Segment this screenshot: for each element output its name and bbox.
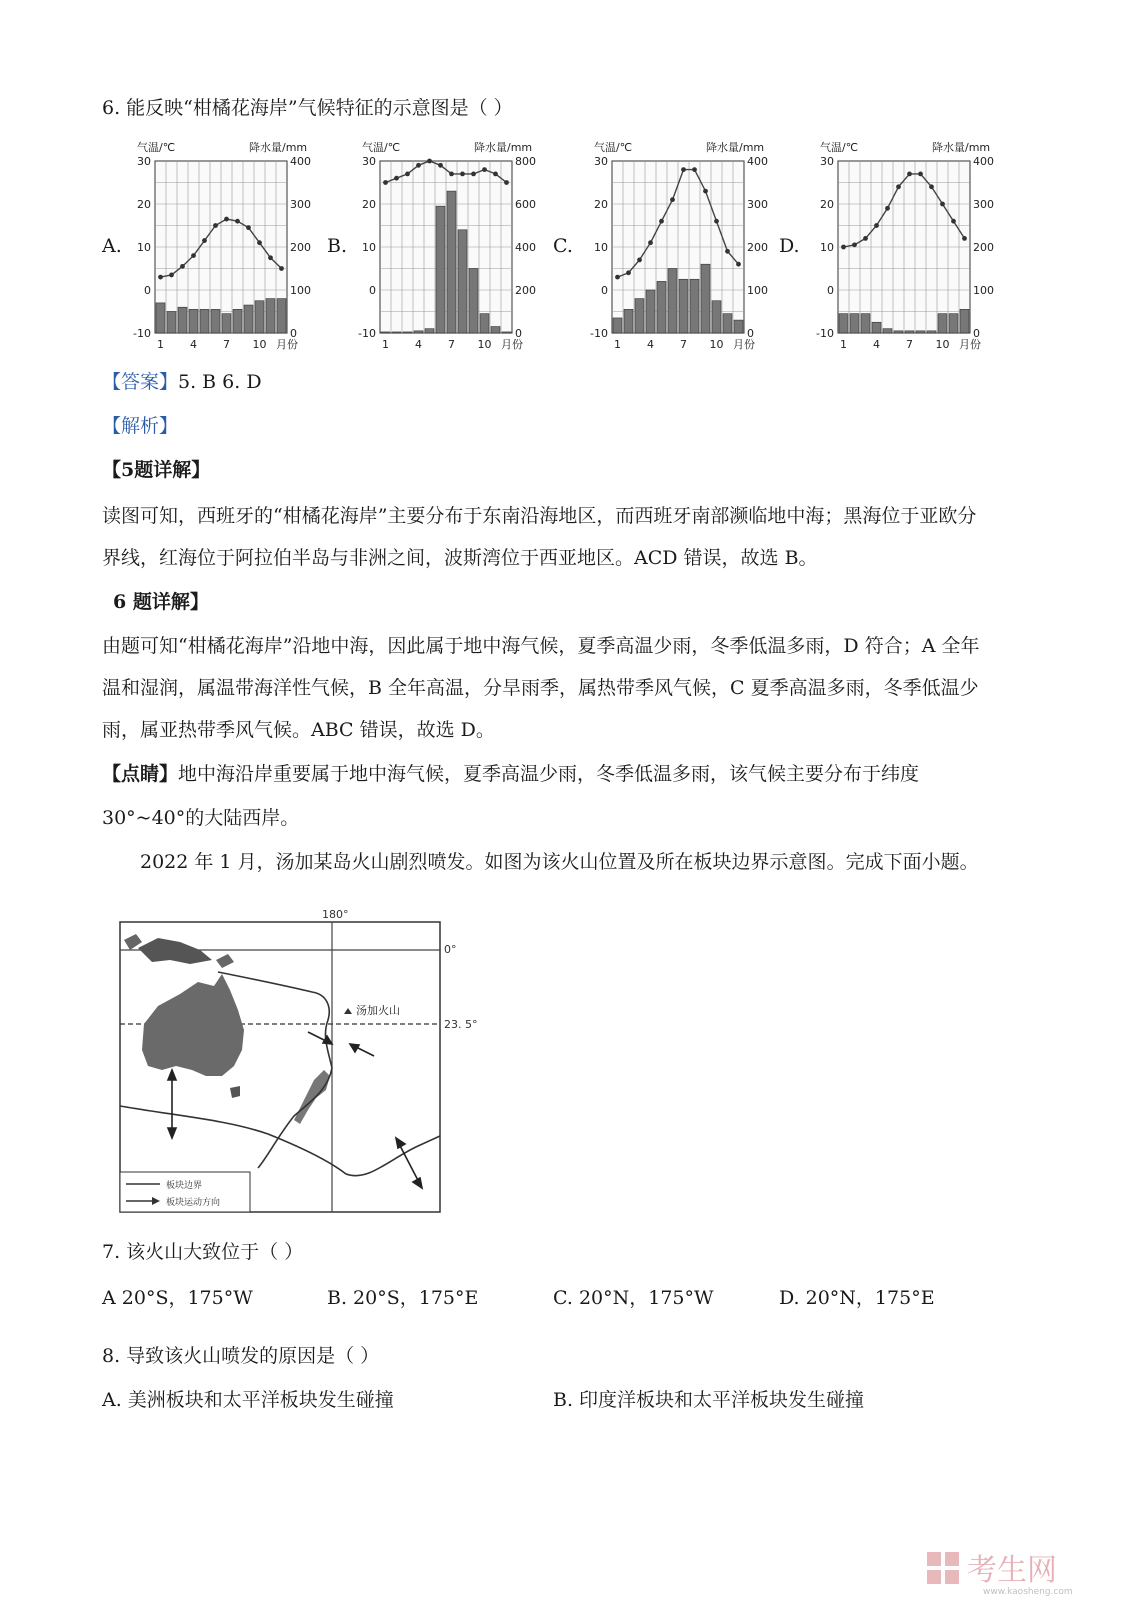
temp-tick-label: 30 [362,155,376,168]
temperature-point [383,180,388,185]
temperature-point [405,172,410,177]
precip-bar [425,329,434,333]
temp-axis-label: 气温/℃ [362,141,401,154]
month-tick-label: 7 [680,338,687,351]
precip-bar [916,331,925,333]
temperature-point [482,167,487,172]
month-axis-unit: 月份 [501,338,523,351]
watermark-sub: www.kaosheng.com [983,1587,1073,1597]
precip-bar [635,299,644,333]
temp-tick-label: 20 [594,198,608,211]
precip-tick-label: 600 [515,198,536,211]
temperature-point [929,184,934,189]
precip-bar [646,290,655,333]
precip-bar [381,332,390,333]
temperature-point [471,172,476,177]
watermark-logo-icon [927,1552,959,1584]
legend-motion-label: 板块运动方向 [166,1198,221,1208]
temp-tick-label: 30 [820,155,834,168]
temperature-point [504,180,509,185]
precip-bar [178,307,187,333]
month-tick-label: 1 [614,338,621,351]
temperature-point [725,249,730,254]
precip-bar [233,309,242,333]
precip-bar [861,314,870,333]
precip-axis-label: 降水量/mm [474,141,533,154]
precip-bar [156,303,165,333]
temperature-point [493,172,498,177]
legend-boundary-label: 板块边界 [166,1181,203,1191]
temperature-point [394,176,399,181]
intro-paragraph: 2022 年 1 月，汤加某岛火山剧烈喷发。如图为该火山位置及所在板块边界示意图。完成下面小题。 [140,851,979,873]
tip-label: 【点睛】 [102,763,179,785]
precip-axis-label: 降水量/mm [932,141,991,154]
temperature-point [615,275,620,280]
precip-bar [277,299,286,333]
temperature-point [885,206,890,211]
month-axis-unit: 月份 [276,338,298,351]
precip-tick-label: 200 [290,241,311,254]
temperature-point [670,197,675,202]
precip-bar [211,309,220,333]
temp-tick-label: 10 [594,241,608,254]
q6-detail-line2: 温和湿润，属温带海洋性气候，B 全年高温，分旱雨季，属热带季风气候，C 夏季高温多雨，冬季低温少 [102,677,979,699]
temperature-point [158,275,163,280]
month-tick-label: 4 [190,338,197,351]
temperature-point [235,219,240,224]
precip-tick-label: 0 [290,327,297,340]
temperature-point [692,167,697,172]
precip-bar [266,299,275,333]
precip-bar [690,279,699,333]
temp-axis-label: 气温/℃ [137,141,176,154]
answer-text: 5. B 6. D [178,371,262,393]
precip-bar [905,331,914,333]
tip-line2: 30°~40°的大陆西岸。 [102,807,300,829]
temperature-point [951,219,956,224]
precip-bar [712,301,721,333]
temperature-point [841,245,846,250]
precip-tick-label: 100 [973,284,994,297]
plate-motion-arrow-head [396,1138,405,1148]
q7-option-b[interactable]: B. 20°S，175°E [327,1287,479,1309]
precip-bar [403,332,412,333]
precip-bar [200,309,209,333]
temperature-point [180,264,185,269]
month-tick-label: 10 [935,338,950,351]
q8-option-b[interactable]: B. 印度洋板块和太平洋板块发生碰撞 [553,1389,865,1411]
plate-motion-arrow-head [168,1128,176,1138]
month-tick-label: 1 [840,338,847,351]
temperature-point [659,219,664,224]
temperature-point [169,273,174,278]
chart-c-letter: C. [553,235,573,257]
temp-tick-label: 0 [144,284,151,297]
month-tick-label: 10 [477,338,492,351]
precip-bar [701,264,710,333]
month-tick-label: 7 [223,338,230,351]
month-tick-label: 10 [709,338,724,351]
precip-bar [938,314,947,333]
q5-detail-line1: 读图可知，西班牙的“柑橘花海岸”主要分布于东南沿海地区，而西班牙南部濒临地中海；黑海位于亚欧分 [102,505,977,527]
temp-tick-label: 20 [362,198,376,211]
precip-bar [414,331,423,333]
precip-tick-label: 100 [290,284,311,297]
temp-tick-label: 10 [362,241,376,254]
temperature-point [626,270,631,275]
temp-tick-label: 0 [369,284,376,297]
tip-text: 地中海沿岸重要属于地中海气候，夏季高温少雨，冬季低温多雨，该气候主要分布于纬度 [178,763,920,785]
q6-detail-line3: 雨，属亚热带季风气候。ABC 错误，故选 D。 [102,719,495,741]
precip-bar [872,322,881,333]
temperature-point [874,223,879,228]
chart-c [582,135,782,364]
precip-axis-label: 降水量/mm [706,141,765,154]
precip-bar [613,318,622,333]
precip-tick-label: 300 [290,198,311,211]
precip-bar [167,312,176,334]
new-zealand-shape [294,1070,330,1124]
precip-bar [960,309,969,333]
answer-line [102,370,262,394]
precip-tick-label: 300 [973,198,994,211]
precip-tick-label: 200 [973,241,994,254]
precip-bar [624,309,633,333]
temperature-point [714,219,719,224]
precip-bar [447,191,456,333]
temperature-point [257,240,262,245]
lon-label: 180° [322,908,349,921]
temperature-point [648,240,653,245]
month-tick-label: 7 [448,338,455,351]
temp-tick-label: 0 [827,284,834,297]
precip-bar [491,327,500,333]
precip-axis-label: 降水量/mm [249,141,308,154]
precip-bar [458,230,467,333]
precip-bar [436,206,445,333]
precip-bar [679,279,688,333]
precip-tick-label: 0 [747,327,754,340]
temp-axis-label: 气温/℃ [820,141,859,154]
temperature-point [863,236,868,241]
temperature-point [736,262,741,267]
temperature-point [246,225,251,230]
plate-motion-arrow-head [350,1044,359,1052]
temperature-point [268,255,273,260]
precip-bar [850,314,859,333]
precip-tick-label: 400 [973,155,994,168]
precip-tick-label: 100 [747,284,768,297]
month-axis-unit: 月份 [733,338,755,351]
q7-option-d[interactable]: D. 20°N，175°E [779,1287,935,1309]
australia-shape [142,974,244,1076]
precip-tick-label: 300 [747,198,768,211]
temperature-point [940,202,945,207]
temperature-point [637,258,642,263]
precip-bar [668,269,677,334]
temp-tick-label: 30 [594,155,608,168]
tip-line1 [102,762,919,786]
month-tick-label: 4 [647,338,654,351]
temperature-point [907,172,912,177]
q5-detail-line2: 界线，红海位于阿拉伯半岛与非洲之间，波斯湾位于西亚地区。ACD 错误，故选 B。 [102,547,818,569]
precip-tick-label: 0 [515,327,522,340]
precip-bar [469,269,478,334]
temp-tick-label: 30 [137,155,151,168]
temperature-point [460,172,465,177]
climate-chart-svg [350,135,550,360]
temperature-point [213,223,218,228]
chart-b-letter: B. [327,235,348,257]
q7-option-c[interactable]: C. 20°N，175°W [553,1287,714,1309]
precip-bar [927,331,936,333]
month-tick-label: 1 [382,338,389,351]
month-tick-label: 7 [906,338,913,351]
precip-bar [894,331,903,333]
precip-tick-label: 200 [515,284,536,297]
precip-tick-label: 0 [973,327,980,340]
precip-bar [502,332,511,333]
precip-bar [222,314,231,333]
plate-motion-arrow-head [413,1178,422,1188]
temp-tick-label: -10 [133,327,151,340]
chart-d [808,135,1008,364]
temperature-point [703,189,708,194]
plate-boundary-path [218,972,332,1168]
precip-tick-label: 200 [747,241,768,254]
temperature-point [416,163,421,168]
precip-tick-label: 400 [515,241,536,254]
climate-chart-svg [808,135,1008,360]
plate-motion-arrow-head [323,1036,332,1044]
temp-tick-label: -10 [590,327,608,340]
temp-tick-label: 20 [137,198,151,211]
chart-a [125,135,325,364]
temp-tick-label: 10 [820,241,834,254]
volcano-label: 汤加火山 [356,1004,400,1017]
precip-bar [244,305,253,333]
temperature-point [427,159,432,164]
q5-detail-label: 【5题详解】 [102,459,211,481]
q8-stem: 8. 导致该火山喷发的原因是（ ） [102,1345,380,1367]
new-guinea-shape [138,938,212,964]
chart-d-letter: D. [779,235,800,257]
chart-a-letter: A. [102,235,122,257]
analysis-label: 【解析】 [102,415,179,437]
q6-detail-label: 6 题详解】 [113,591,209,613]
climate-chart-svg [125,135,325,360]
chart-b [350,135,550,364]
watermark-text: 考生网 [967,1553,1057,1588]
precip-tick-label: 400 [290,155,311,168]
temp-tick-label: 10 [137,241,151,254]
precip-tick-label: 400 [747,155,768,168]
temperature-point [449,172,454,177]
temp-tick-label: -10 [816,327,834,340]
climate-chart-svg [582,135,782,360]
precip-bar [949,314,958,333]
precip-bar [883,329,892,333]
month-axis-unit: 月份 [959,338,981,351]
precip-bar [392,332,401,333]
month-tick-label: 4 [415,338,422,351]
temperature-point [202,238,207,243]
lat0-label: 0° [444,943,457,956]
month-tick-label: 1 [157,338,164,351]
tonga-volcano-map [118,908,478,1224]
temperature-point [918,172,923,177]
temp-tick-label: 20 [820,198,834,211]
volcano-marker [344,1008,352,1014]
tasmania-shape [230,1086,240,1098]
month-tick-label: 10 [252,338,267,351]
tropic-label: 23. 5° [444,1018,478,1031]
precip-bar [723,314,732,333]
temperature-point [852,242,857,247]
temperature-point [224,217,229,222]
plate-motion-arrow-head [168,1070,176,1080]
month-tick-label: 4 [873,338,880,351]
temp-tick-label: 0 [601,284,608,297]
kaosheng-watermark [925,1548,1125,1602]
precip-bar [189,309,198,333]
temp-tick-label: -10 [358,327,376,340]
plate-boundary-path [120,1106,440,1176]
answer-label: 【答案】 [102,371,179,393]
precip-bar [734,320,743,333]
temperature-point [896,184,901,189]
temperature-point [191,253,196,258]
precip-bar [657,281,666,333]
q8-option-a[interactable]: A. 美洲板块和太平洋板块发生碰撞 [102,1389,394,1411]
temperature-point [962,236,967,241]
temperature-point [438,163,443,168]
temp-axis-label: 气温/℃ [594,141,633,154]
precip-bar [839,314,848,333]
q6-detail-line1: 由题可知“柑橘花海岸”沿地中海，因此属于地中海气候，夏季高温少雨，冬季低温多雨，D 符合；A 全年 [102,635,980,657]
precip-bar [255,301,264,333]
q7-option-a[interactable]: A 20°S，175°W [102,1287,253,1309]
precip-bar [480,314,489,333]
q6-stem: 6. 能反映“柑橘花海岸”气候特征的示意图是（ ） [102,97,513,119]
precip-tick-label: 800 [515,155,536,168]
q7-stem: 7. 该火山大致位于（ ） [102,1241,304,1263]
temperature-point [681,167,686,172]
temperature-point [279,266,284,271]
island-shape [216,954,234,968]
